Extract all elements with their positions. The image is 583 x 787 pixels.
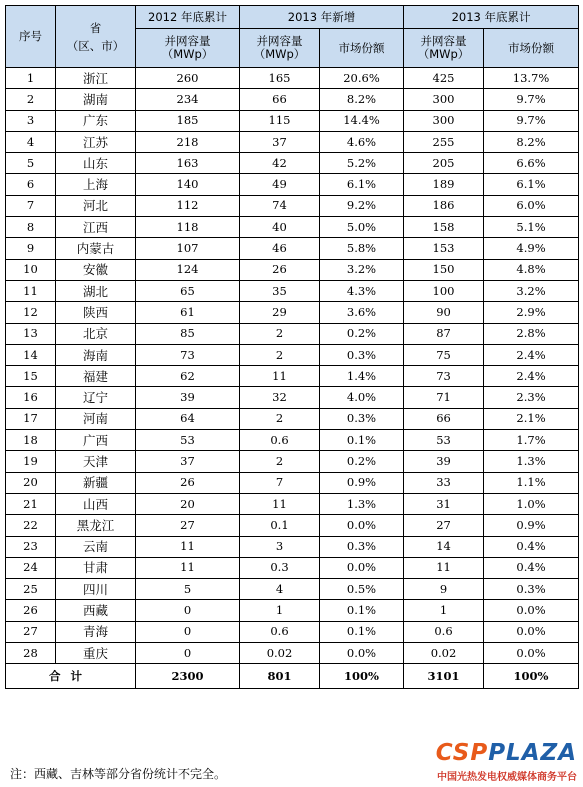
capacity-2012: 53 (136, 430, 240, 451)
row-number: 13 (6, 323, 56, 344)
new-capacity-2013: 4 (240, 579, 320, 600)
cum-share-2013: 1.7% (484, 430, 579, 451)
new-capacity-2013: 0.6 (240, 621, 320, 642)
new-capacity-2013: 40 (240, 217, 320, 238)
row-number: 11 (6, 280, 56, 301)
cum-share-2013: 0.4% (484, 557, 579, 578)
capacity-2012: 260 (136, 68, 240, 89)
province-name: 福建 (56, 366, 136, 387)
row-number: 26 (6, 600, 56, 621)
capacity-2013: 150 (404, 259, 484, 280)
new-share-2013: 0.9% (320, 472, 404, 493)
row-number: 12 (6, 302, 56, 323)
new-share-2013: 0.2% (320, 451, 404, 472)
new-share-2013: 14.4% (320, 110, 404, 131)
cum-share-2013: 5.1% (484, 217, 579, 238)
new-capacity-2013: 46 (240, 238, 320, 259)
total-2013-cum-share: 100% (484, 664, 579, 689)
capacity-2012: 112 (136, 195, 240, 216)
new-share-2013: 0.0% (320, 557, 404, 578)
capacity-2012: 39 (136, 387, 240, 408)
cum-share-2013: 8.2% (484, 131, 579, 152)
row-number: 18 (6, 430, 56, 451)
total-2012-capacity: 2300 (136, 664, 240, 689)
province-name: 安徽 (56, 259, 136, 280)
province-name: 甘肃 (56, 557, 136, 578)
capacity-2013: 186 (404, 195, 484, 216)
new-share-2013: 0.1% (320, 621, 404, 642)
new-share-2013: 0.1% (320, 430, 404, 451)
province-name: 湖北 (56, 280, 136, 301)
cum-share-2013: 6.6% (484, 153, 579, 174)
table-row (6, 323, 579, 344)
new-share-2013: 6.1% (320, 174, 404, 195)
table-row (6, 451, 579, 472)
row-number: 25 (6, 579, 56, 600)
table-row (6, 344, 579, 365)
row-number: 3 (6, 110, 56, 131)
new-capacity-2013: 35 (240, 280, 320, 301)
new-share-2013: 5.2% (320, 153, 404, 174)
row-number: 20 (6, 472, 56, 493)
capacity-2012: 37 (136, 451, 240, 472)
capacity-2012: 65 (136, 280, 240, 301)
new-share-2013: 0.3% (320, 344, 404, 365)
table-row (6, 131, 579, 152)
row-number: 16 (6, 387, 56, 408)
cum-share-2013: 6.1% (484, 174, 579, 195)
capacity-2012: 234 (136, 89, 240, 110)
row-number: 17 (6, 408, 56, 429)
new-capacity-2013: 0.02 (240, 643, 320, 664)
capacity-2012: 0 (136, 621, 240, 642)
capacity-2013: 9 (404, 579, 484, 600)
cum-share-2013: 2.9% (484, 302, 579, 323)
province-name: 广西 (56, 430, 136, 451)
capacity-2013: 66 (404, 408, 484, 429)
capacity-2013: 1 (404, 600, 484, 621)
capacity-2013: 31 (404, 493, 484, 514)
header-capacity-label: 并网容量 (256, 34, 303, 48)
capacity-2012: 140 (136, 174, 240, 195)
new-capacity-2013: 165 (240, 68, 320, 89)
new-capacity-2013: 74 (240, 195, 320, 216)
header-2013-new-share: 市场份额 (320, 29, 404, 68)
table-row (6, 153, 579, 174)
cum-share-2013: 0.0% (484, 621, 579, 642)
new-share-2013: 0.5% (320, 579, 404, 600)
province-name: 江西 (56, 217, 136, 238)
header-2013-cum-capacity (404, 29, 484, 68)
table-row (6, 174, 579, 195)
province-name: 重庆 (56, 643, 136, 664)
header-province (56, 6, 136, 68)
capacity-2012: 27 (136, 515, 240, 536)
cum-share-2013: 0.4% (484, 536, 579, 557)
header-capacity-unit: （MWp） (253, 47, 306, 61)
row-number: 19 (6, 451, 56, 472)
capacity-2013: 33 (404, 472, 484, 493)
row-number: 23 (6, 536, 56, 557)
province-name: 浙江 (56, 68, 136, 89)
new-capacity-2013: 42 (240, 153, 320, 174)
cum-share-2013: 1.3% (484, 451, 579, 472)
header-2013-new-capacity (240, 29, 320, 68)
new-share-2013: 3.2% (320, 259, 404, 280)
province-name: 江苏 (56, 131, 136, 152)
cum-share-2013: 6.0% (484, 195, 579, 216)
cum-share-2013: 4.8% (484, 259, 579, 280)
header-province-text: 省 （区、市） (66, 20, 125, 53)
row-number: 21 (6, 493, 56, 514)
province-name: 辽宁 (56, 387, 136, 408)
cum-share-2013: 0.3% (484, 579, 579, 600)
table-row (6, 430, 579, 451)
capacity-2012: 73 (136, 344, 240, 365)
province-name: 山西 (56, 493, 136, 514)
new-capacity-2013: 2 (240, 408, 320, 429)
header-capacity-unit: （MWp） (161, 47, 214, 61)
capacity-2012: 11 (136, 557, 240, 578)
row-number: 10 (6, 259, 56, 280)
new-share-2013: 9.2% (320, 195, 404, 216)
row-number: 4 (6, 131, 56, 152)
cum-share-2013: 2.3% (484, 387, 579, 408)
new-capacity-2013: 29 (240, 302, 320, 323)
table-row (6, 238, 579, 259)
capacity-2013: 39 (404, 451, 484, 472)
capacity-2012: 0 (136, 643, 240, 664)
header-capacity-label: 并网容量 (164, 34, 211, 48)
new-share-2013: 4.6% (320, 131, 404, 152)
table-row (6, 536, 579, 557)
capacity-2013: 0.02 (404, 643, 484, 664)
row-number: 27 (6, 621, 56, 642)
logo-part-b: PLAZA (488, 740, 577, 766)
capacity-2013: 75 (404, 344, 484, 365)
table-row (6, 600, 579, 621)
new-capacity-2013: 0.3 (240, 557, 320, 578)
table-row (6, 408, 579, 429)
table-row (6, 217, 579, 238)
new-share-2013: 0.3% (320, 408, 404, 429)
row-number: 15 (6, 366, 56, 387)
table-row (6, 557, 579, 578)
cum-share-2013: 9.7% (484, 110, 579, 131)
province-name: 新疆 (56, 472, 136, 493)
province-name: 天津 (56, 451, 136, 472)
province-name: 四川 (56, 579, 136, 600)
header-seq: 序号 (6, 6, 56, 68)
cum-share-2013: 2.4% (484, 344, 579, 365)
header-2013-cum-share: 市场份额 (484, 29, 579, 68)
total-label: 合计 (6, 664, 136, 689)
capacity-2013: 14 (404, 536, 484, 557)
capacity-2012: 64 (136, 408, 240, 429)
header-capacity-unit: （MWp） (417, 47, 470, 61)
new-share-2013: 0.3% (320, 536, 404, 557)
new-share-2013: 4.3% (320, 280, 404, 301)
new-share-2013: 3.6% (320, 302, 404, 323)
capacity-2012: 118 (136, 217, 240, 238)
province-name: 上海 (56, 174, 136, 195)
capacity-2013: 425 (404, 68, 484, 89)
row-number: 22 (6, 515, 56, 536)
capacity-2013: 73 (404, 366, 484, 387)
table-row (6, 89, 579, 110)
new-share-2013: 1.4% (320, 366, 404, 387)
capacity-2013: 100 (404, 280, 484, 301)
province-name: 海南 (56, 344, 136, 365)
province-name: 湖南 (56, 89, 136, 110)
new-capacity-2013: 49 (240, 174, 320, 195)
cum-share-2013: 13.7% (484, 68, 579, 89)
new-share-2013: 0.0% (320, 515, 404, 536)
capacity-2013: 87 (404, 323, 484, 344)
header-2013-new: 2013 年新增 (240, 6, 404, 29)
table-row (6, 493, 579, 514)
capacity-2013: 53 (404, 430, 484, 451)
row-number: 14 (6, 344, 56, 365)
capacity-2012: 218 (136, 131, 240, 152)
capacity-2012: 85 (136, 323, 240, 344)
row-number: 5 (6, 153, 56, 174)
cum-share-2013: 4.9% (484, 238, 579, 259)
new-share-2013: 8.2% (320, 89, 404, 110)
capacity-2013: 189 (404, 174, 484, 195)
new-share-2013: 5.8% (320, 238, 404, 259)
capacity-2013: 153 (404, 238, 484, 259)
new-capacity-2013: 0.1 (240, 515, 320, 536)
province-name: 黑龙江 (56, 515, 136, 536)
province-name: 河南 (56, 408, 136, 429)
new-capacity-2013: 3 (240, 536, 320, 557)
capacity-2012: 124 (136, 259, 240, 280)
capacity-2012: 11 (136, 536, 240, 557)
capacity-2012: 61 (136, 302, 240, 323)
table-row (6, 280, 579, 301)
total-2013-new-share: 100% (320, 664, 404, 689)
row-number: 6 (6, 174, 56, 195)
table-row (6, 110, 579, 131)
row-number: 28 (6, 643, 56, 664)
csp-plaza-logo (436, 740, 577, 766)
table-row (6, 621, 579, 642)
capacity-2013: 205 (404, 153, 484, 174)
cum-share-2013: 9.7% (484, 89, 579, 110)
capacity-2013: 71 (404, 387, 484, 408)
cum-share-2013: 2.4% (484, 366, 579, 387)
cum-share-2013: 2.1% (484, 408, 579, 429)
table-body (6, 68, 579, 664)
row-number: 7 (6, 195, 56, 216)
capacity-2012: 5 (136, 579, 240, 600)
row-number: 9 (6, 238, 56, 259)
new-capacity-2013: 0.6 (240, 430, 320, 451)
table-row (6, 472, 579, 493)
cum-share-2013: 0.0% (484, 643, 579, 664)
header-capacity-label: 并网容量 (420, 34, 467, 48)
capacity-2012: 163 (136, 153, 240, 174)
table-row (6, 302, 579, 323)
new-capacity-2013: 2 (240, 451, 320, 472)
footnote: 注：西藏、吉林等部分省份统计不完全。 (10, 767, 227, 781)
watermark-subtitle: 中国光热发电权威媒体商务平台 (437, 772, 577, 783)
capacity-2013: 11 (404, 557, 484, 578)
capacity-2013: 0.6 (404, 621, 484, 642)
province-name: 北京 (56, 323, 136, 344)
new-capacity-2013: 37 (240, 131, 320, 152)
new-capacity-2013: 2 (240, 323, 320, 344)
new-capacity-2013: 1 (240, 600, 320, 621)
capacity-2012: 62 (136, 366, 240, 387)
province-name: 青海 (56, 621, 136, 642)
new-share-2013: 20.6% (320, 68, 404, 89)
table-row (6, 515, 579, 536)
cum-share-2013: 1.1% (484, 472, 579, 493)
table-row (6, 195, 579, 216)
table-row (6, 579, 579, 600)
cum-share-2013: 0.9% (484, 515, 579, 536)
province-name: 陕西 (56, 302, 136, 323)
new-capacity-2013: 7 (240, 472, 320, 493)
new-share-2013: 0.0% (320, 643, 404, 664)
new-capacity-2013: 66 (240, 89, 320, 110)
total-2013-cum-capacity: 3101 (404, 664, 484, 689)
capacity-2013: 300 (404, 110, 484, 131)
table-row (6, 68, 579, 89)
new-share-2013: 0.1% (320, 600, 404, 621)
capacity-2013: 27 (404, 515, 484, 536)
capacity-2013: 255 (404, 131, 484, 152)
pv-capacity-table (5, 5, 579, 689)
province-name: 河北 (56, 195, 136, 216)
row-number: 2 (6, 89, 56, 110)
new-share-2013: 4.0% (320, 387, 404, 408)
cum-share-2013: 1.0% (484, 493, 579, 514)
cum-share-2013: 2.8% (484, 323, 579, 344)
row-number: 1 (6, 68, 56, 89)
capacity-2012: 107 (136, 238, 240, 259)
table-row (6, 366, 579, 387)
province-name: 云南 (56, 536, 136, 557)
new-capacity-2013: 115 (240, 110, 320, 131)
new-share-2013: 0.2% (320, 323, 404, 344)
province-name: 内蒙古 (56, 238, 136, 259)
new-capacity-2013: 11 (240, 366, 320, 387)
cum-share-2013: 3.2% (484, 280, 579, 301)
table-row (6, 259, 579, 280)
header-2013-cum: 2013 年底累计 (404, 6, 579, 29)
capacity-2013: 300 (404, 89, 484, 110)
new-share-2013: 1.3% (320, 493, 404, 514)
province-name: 广东 (56, 110, 136, 131)
capacity-2012: 20 (136, 493, 240, 514)
province-name: 山东 (56, 153, 136, 174)
header-2012-capacity (136, 29, 240, 68)
capacity-2012: 26 (136, 472, 240, 493)
capacity-2012: 0 (136, 600, 240, 621)
total-2013-new-capacity: 801 (240, 664, 320, 689)
new-capacity-2013: 2 (240, 344, 320, 365)
province-name: 西藏 (56, 600, 136, 621)
new-share-2013: 5.0% (320, 217, 404, 238)
cum-share-2013: 0.0% (484, 600, 579, 621)
row-number: 24 (6, 557, 56, 578)
new-capacity-2013: 32 (240, 387, 320, 408)
logo-part-a: CSP (435, 740, 489, 766)
capacity-2013: 158 (404, 217, 484, 238)
table-row (6, 643, 579, 664)
row-number: 8 (6, 217, 56, 238)
header-2012-cum: 2012 年底累计 (136, 6, 240, 29)
total-row (6, 664, 579, 689)
table-row (6, 387, 579, 408)
capacity-2012: 185 (136, 110, 240, 131)
new-capacity-2013: 11 (240, 493, 320, 514)
new-capacity-2013: 26 (240, 259, 320, 280)
capacity-2013: 90 (404, 302, 484, 323)
